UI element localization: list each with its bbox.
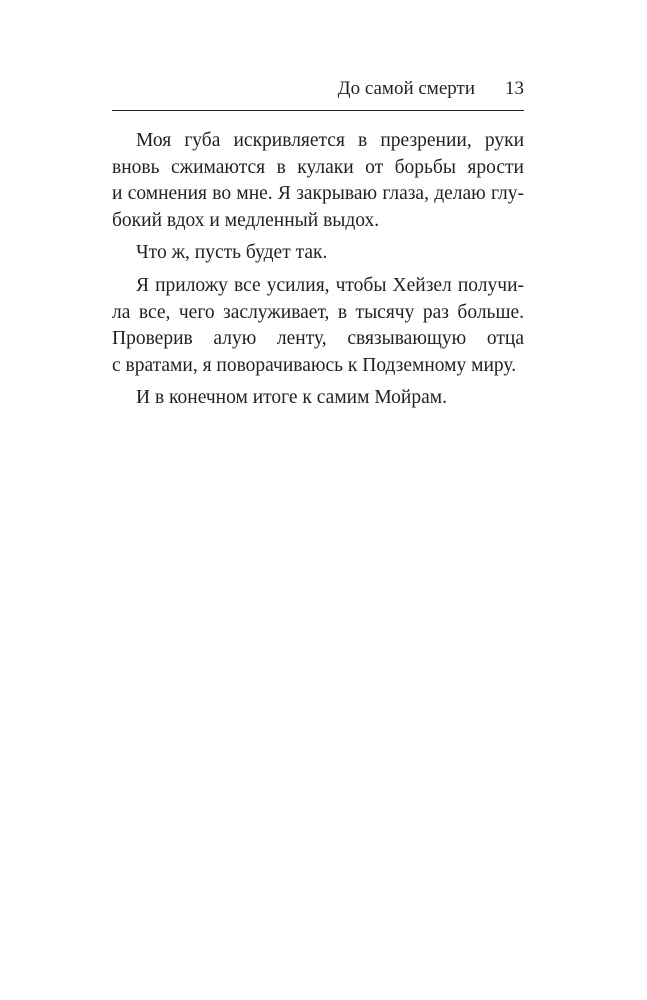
text-line: Что ж, пусть будет так. <box>136 242 328 264</box>
body-text <box>112 128 524 412</box>
text-line: И в конечном итоге к самим Мойрам. <box>136 387 447 409</box>
header-rule <box>112 110 524 111</box>
text-line: Моя губа искривляется в презрении, руки <box>136 130 524 151</box>
text-line: Я приложу все усилия, чтобы Хейзел получи- <box>136 274 524 296</box>
text-line: вновь сжимаются в кулаки от борьбы ярости <box>112 156 524 178</box>
text-line: ла все, чего заслуживает, в тысячу раз больше. <box>112 301 524 323</box>
text-line: с вратами, я поворачиваюсь к Подземному миру. <box>112 354 517 376</box>
text-line: бокий вдох и медленный выдох. <box>112 209 380 231</box>
running-head <box>112 76 524 102</box>
running-title: До самой смерти <box>337 78 475 99</box>
page-number: 13 <box>505 78 524 99</box>
text-line: и сомнения во мне. Я закрываю глаза, делаю глу- <box>112 183 524 205</box>
text-line: Проверив алую ленту, связывающую отца <box>112 328 524 350</box>
